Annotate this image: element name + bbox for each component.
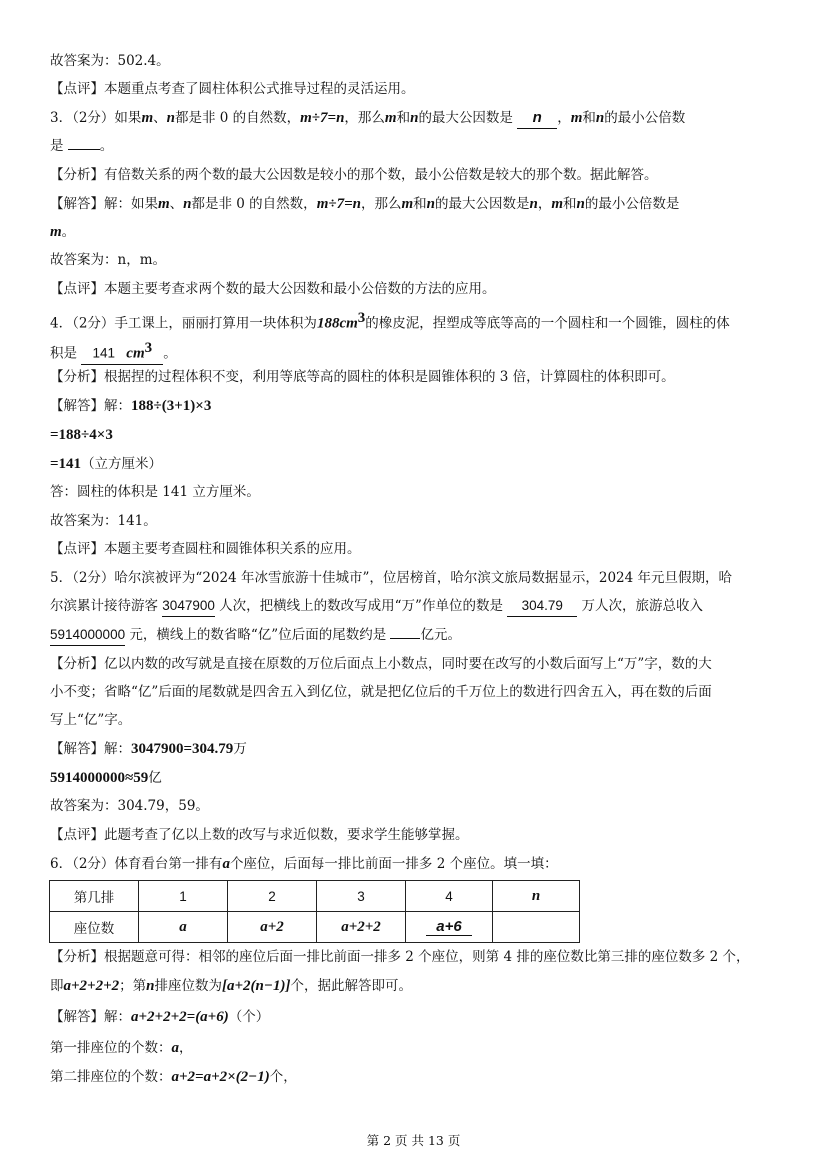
reply-line: 答：圆柱的体积是 141 立方厘米。 (50, 484, 260, 500)
table-row (50, 881, 580, 912)
answer-blank (68, 149, 100, 150)
analysis-cont: 小不变；省略“亿”后面的尾数就是四舍五入到亿位，就是把亿位后的千万位上的数进行四舍五入，再在数的后面 (50, 684, 712, 700)
table-header-cell: 3 (317, 881, 406, 912)
answer-line: 故答案为：304.79，59。 (50, 798, 209, 814)
answer-line: 故答案为：502.4。 (50, 53, 170, 69)
solution: 【解答】解：a+2+2+2=(a+6)（个） (50, 1009, 270, 1025)
table-cell: 座位数 (50, 912, 139, 943)
question-4-cont: 积是 141 $cm^3$ 。 (50, 338, 177, 365)
question-5-cont: 尔滨累计接待游客 3047900 人次，把横线上的数改写成用“万”作单位的数是 304.79 万人次，旅游总收入 (50, 596, 703, 617)
question-4: 4．（2分）手工课上，丽丽打算用一块体积为$188cm^3$的橡皮泥，捏塑成等底等高的一个圆柱和一个圆锥，圆柱的体 (50, 310, 730, 332)
table-header-cell: 2 (228, 881, 317, 912)
analysis-cont: 即a+2+2+2；第n排座位数为[a+2(n−1)]个，据此解答即可。 (50, 978, 412, 994)
comment-line: 【点评】此题考查了亿以上数的改写与求近似数，要求学生能够掌握。 (50, 827, 469, 843)
underlined-number: 3047900 (162, 596, 215, 617)
solution-row: 第二排座位的个数：a+2=a+2×(2−1)个， (50, 1069, 297, 1085)
table-header-cell: n (493, 881, 580, 912)
table-cell: a+2+2 (317, 912, 406, 943)
answer-blank: 304.79 (507, 596, 577, 617)
underlined-number: 5914000000 (50, 625, 125, 646)
analysis: 【分析】根据捏的过程体积不变，利用等底等高的圆柱的体积是圆锥体积的 3 倍，计算圆柱的体积即可。 (50, 369, 675, 385)
answer-blank (390, 638, 420, 639)
answer-line: 故答案为：n，m。 (50, 252, 166, 268)
answer-line: 故答案为：141。 (50, 513, 157, 529)
analysis: 【分析】亿以内数的改写就是直接在原数的万位后面点上小数点，同时要在改写的小数后面写上“万”字，数的大 (50, 656, 712, 672)
comment-line: 【点评】本题主要考查求两个数的最大公因数和最小公倍数的方法的应用。 (50, 281, 496, 297)
table-cell (493, 912, 580, 943)
table-cell: a+2 (228, 912, 317, 943)
table-header-cell: 第几排 (50, 881, 139, 912)
table-row (50, 912, 580, 943)
solution: 【解答】解：如果m、n都是非 0 的自然数，m÷7=n，那么m和n的最大公因数是n，m和n的最小公倍数是 (50, 196, 680, 212)
comment-line: 【点评】本题重点考查了圆柱体积公式推导过程的灵活运用。 (50, 81, 415, 97)
equation: =141（立方厘米） (50, 456, 163, 472)
equation: 5914000000≈59亿 (50, 770, 162, 786)
analysis: 【分析】有倍数关系的两个数的最大公因数是较小的那个数，最小公倍数是较大的那个数。据此解答。 (50, 167, 658, 183)
answer-blank: n (517, 108, 557, 129)
seat-table (49, 880, 580, 943)
answer-blank: 141 $cm^3$ (81, 338, 163, 365)
solution-row: 第一排座位的个数：a， (50, 1040, 193, 1056)
answer-blank: a+6 (426, 918, 472, 936)
solution: 【解答】解：188÷(3+1)×3 (50, 398, 212, 414)
table-cell (406, 912, 493, 943)
analysis: 【分析】根据题意可得：相邻的座位后面一排比前面一排多 2 个座位，则第 4 排的座位数比第三排的座位数多 2 个， (50, 949, 750, 965)
analysis-cont: 写上“亿”字。 (50, 712, 132, 728)
table-cell: a (139, 912, 228, 943)
comment-line: 【点评】本题主要考查圆柱和圆锥体积关系的应用。 (50, 541, 361, 557)
question-3: 3．（2分）如果m、n都是非 0 的自然数，m÷7=n，那么m和n的最大公因数是 n ，m和n的最小公倍数 (50, 108, 685, 129)
table-header-cell: 1 (139, 881, 228, 912)
solution-cont: m。 (50, 224, 76, 240)
question-5: 5．（2分）哈尔滨被评为“2024 年冰雪旅游十佳城市”，位居榜首，哈尔滨文旅局数据显示，2024 年元旦假期，哈 (50, 570, 733, 586)
question-6: 6．（2分）体育看台第一排有a个座位，后面每一排比前面一排多 2 个座位。填一填： (50, 856, 558, 872)
solution: 【解答】解：3047900=304.79万 (50, 741, 247, 757)
equation: =188÷4×3 (50, 427, 113, 443)
table-header-cell: 4 (406, 881, 493, 912)
page-footer: 第 2 页 共 13 页 (366, 1133, 461, 1148)
question-3-cont: 是 。 (50, 138, 114, 154)
question-5-cont: 5914000000 元，横线上的数省略“亿”位后面的尾数约是 亿元。 (50, 625, 461, 646)
